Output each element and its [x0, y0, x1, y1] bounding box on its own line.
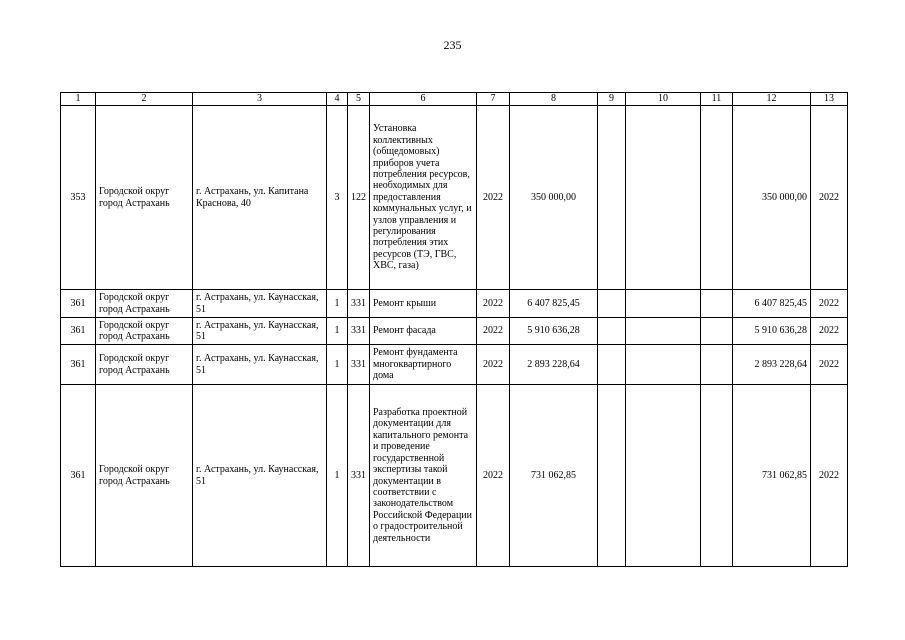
table-row [61, 318, 848, 345]
cell-year: 2022 [477, 385, 510, 567]
header-cell: 4 [327, 93, 348, 106]
header-cell: 2 [96, 93, 193, 106]
cell-address: г. Астрахань, ул. Каунасская, 51 [193, 345, 327, 385]
cell-work-type: Ремонт крыши [370, 290, 477, 318]
cell-amount: 2 893 228,64 [510, 345, 598, 385]
page-number: 235 [443, 38, 462, 52]
cell-col4: 1 [327, 290, 348, 318]
cell-col4: 1 [327, 345, 348, 385]
cell-year-end: 2022 [811, 345, 848, 385]
cell-address: г. Астрахань, ул. Каунасская, 51 [193, 385, 327, 567]
cell-municipality: Городской округ город Астрахань [96, 345, 193, 385]
header-cell: 3 [193, 93, 327, 106]
header-cell: 1 [61, 93, 96, 106]
cell-col10 [626, 106, 701, 290]
cell-total: 5 910 636,28 [733, 318, 811, 345]
cell-col11 [701, 385, 733, 567]
cell-address: г. Астрахань, ул. Каунасская, 51 [193, 318, 327, 345]
cell-municipality: Городской округ город Астрахань [96, 385, 193, 567]
header-cell: 11 [701, 93, 733, 106]
cell-col9 [598, 290, 626, 318]
cell-number: 361 [61, 318, 96, 345]
cell-total: 6 407 825,45 [733, 290, 811, 318]
cell-amount: 350 000,00 [510, 106, 598, 290]
cell-amount: 731 062,85 [510, 385, 598, 567]
cell-work-type: Разработка проектной документации для капитального ремонта и проведение государственной экспертизы такой документации в соответствии с законодательством Российской Федерации о градостроительной деятельности [370, 385, 477, 567]
cell-year: 2022 [477, 345, 510, 385]
header-row [61, 93, 848, 106]
cell-col10 [626, 318, 701, 345]
cell-total: 731 062,85 [733, 385, 811, 567]
cell-year-end: 2022 [811, 318, 848, 345]
cell-col10 [626, 385, 701, 567]
cell-col4: 3 [327, 106, 348, 290]
cell-number: 361 [61, 290, 96, 318]
cell-col9 [598, 318, 626, 345]
header-cell: 10 [626, 93, 701, 106]
cell-col5: 331 [348, 345, 370, 385]
cell-year: 2022 [477, 290, 510, 318]
cell-col5: 331 [348, 385, 370, 567]
header-cell: 13 [811, 93, 848, 106]
cell-col9 [598, 385, 626, 567]
cell-total: 350 000,00 [733, 106, 811, 290]
cell-year: 2022 [477, 106, 510, 290]
cell-col11 [701, 318, 733, 345]
cell-year: 2022 [477, 318, 510, 345]
cell-work-type: Ремонт фасада [370, 318, 477, 345]
cell-year-end: 2022 [811, 385, 848, 567]
header-cell: 8 [510, 93, 598, 106]
data-table [60, 92, 848, 567]
cell-col9 [598, 106, 626, 290]
cell-col4: 1 [327, 318, 348, 345]
table-row [61, 290, 848, 318]
cell-work-type: Ремонт фундамента многоквартирного дома [370, 345, 477, 385]
cell-col10 [626, 290, 701, 318]
cell-municipality: Городской округ город Астрахань [96, 290, 193, 318]
cell-number: 361 [61, 345, 96, 385]
header-cell: 9 [598, 93, 626, 106]
header-cell: 12 [733, 93, 811, 106]
cell-year-end: 2022 [811, 106, 848, 290]
table-row [61, 106, 848, 290]
cell-col5: 331 [348, 318, 370, 345]
cell-col11 [701, 345, 733, 385]
header-cell: 7 [477, 93, 510, 106]
cell-address: г. Астрахань, ул. Капитана Краснова, 40 [193, 106, 327, 290]
table-row [61, 385, 848, 567]
cell-year-end: 2022 [811, 290, 848, 318]
cell-amount: 5 910 636,28 [510, 318, 598, 345]
cell-address: г. Астрахань, ул. Каунасская, 51 [193, 290, 327, 318]
cell-col9 [598, 345, 626, 385]
header-cell: 5 [348, 93, 370, 106]
table-row [61, 345, 848, 385]
cell-col11 [701, 290, 733, 318]
header-cell: 6 [370, 93, 477, 106]
cell-number: 361 [61, 385, 96, 567]
cell-work-type: Установка коллективных (общедомовых) приборов учета потребления ресурсов, необходимых для предоставления коммунальных услуг, и узлов управления и регулирования потребления этих ресурсов (ТЭ, ГВС, ХВС, газа) [370, 106, 477, 290]
cell-col4: 1 [327, 385, 348, 567]
cell-col5: 122 [348, 106, 370, 290]
cell-col5: 331 [348, 290, 370, 318]
cell-amount: 6 407 825,45 [510, 290, 598, 318]
cell-total: 2 893 228,64 [733, 345, 811, 385]
cell-col10 [626, 345, 701, 385]
cell-municipality: Городской округ город Астрахань [96, 106, 193, 290]
cell-col11 [701, 106, 733, 290]
cell-number: 353 [61, 106, 96, 290]
cell-municipality: Городской округ город Астрахань [96, 318, 193, 345]
